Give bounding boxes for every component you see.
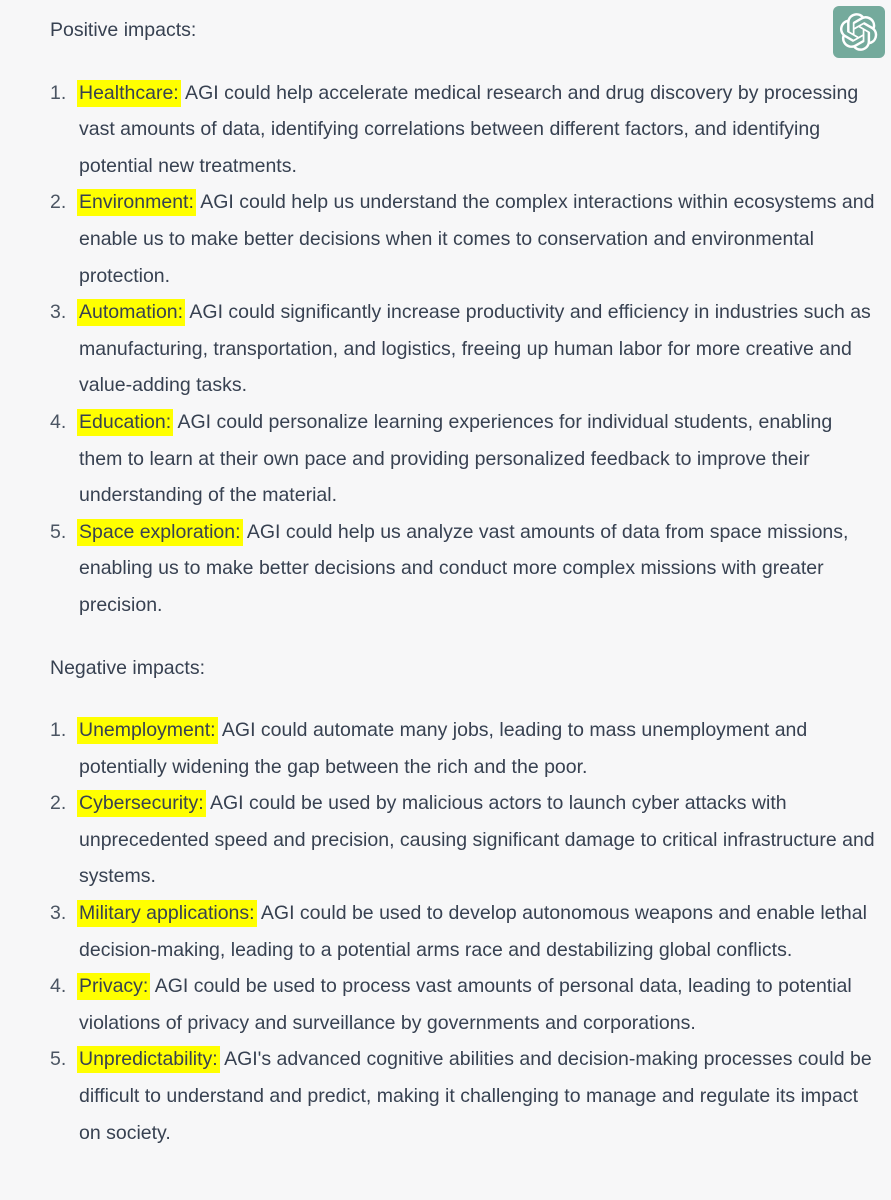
list-item	[50, 75, 880, 185]
highlighted-term: Privacy:	[77, 973, 150, 1000]
list-number: 4.	[50, 410, 67, 433]
highlighted-term: Unemployment:	[77, 717, 218, 744]
assistant-message	[50, 12, 880, 1151]
list-number: 3.	[50, 902, 67, 925]
positive-impacts-heading: Positive impacts:	[50, 19, 197, 41]
item-description: AGI could significantly increase productivity and efficiency in industries such as manufacturing, transportation, and logistics, freeing up human labor for more creative and value-adding tasks.	[79, 301, 871, 397]
list-number: 1.	[50, 719, 67, 742]
list-number: 5.	[50, 1048, 67, 1071]
list-number: 3.	[50, 301, 67, 324]
item-description: AGI could be used to develop autonomous weapons and enable lethal decision-making, leading to a potential arms race and destabilizing global conflicts.	[79, 902, 867, 961]
list-item	[50, 968, 880, 1041]
list-number: 1.	[50, 81, 67, 104]
highlighted-term: Space exploration:	[77, 519, 243, 546]
positive-impacts-list	[50, 75, 880, 624]
item-description: AGI's advanced cognitive abilities and decision-making processes could be difficult to understand and predict, making it challenging to manage and regulate its impact on society.	[79, 1048, 872, 1144]
negative-impacts-list	[50, 712, 880, 1151]
item-description: AGI could help accelerate medical research and drug discovery by processing vast amounts of data, identifying correlations between different factors, and identifying potential new treatments.	[79, 81, 859, 177]
highlighted-term: Healthcare:	[77, 80, 181, 107]
list-number: 2.	[50, 792, 67, 815]
list-item	[50, 712, 880, 785]
highlighted-term: Education:	[77, 409, 173, 436]
list-number: 2.	[50, 191, 67, 214]
list-item	[50, 514, 880, 624]
item-description: AGI could help us understand the complex interactions within ecosystems and enable us to make better decisions when it comes to conservation and environmental protection.	[79, 191, 875, 287]
list-item	[50, 404, 880, 514]
list-item	[50, 895, 880, 968]
highlighted-term: Environment:	[77, 189, 196, 216]
list-number: 5.	[50, 520, 67, 543]
highlighted-term: Automation:	[77, 299, 185, 326]
item-description: AGI could help us analyze vast amounts of data from space missions, enabling us to make better decisions and conduct more complex missions with greater precision.	[79, 520, 849, 616]
item-description: AGI could be used to process vast amounts of personal data, leading to potential violations of privacy and surveillance by governments and corporations.	[79, 975, 852, 1034]
highlighted-term: Military applications:	[77, 900, 257, 927]
list-item	[50, 184, 880, 294]
list-item	[50, 1041, 880, 1151]
item-description: AGI could personalize learning experiences for individual students, enabling them to learn at their own pace and providing personalized feedback to improve their understanding of the material.	[79, 410, 833, 507]
item-description: AGI could automate many jobs, leading to mass unemployment and potentially widening the gap between the rich and the poor.	[79, 719, 808, 778]
item-description: AGI could be used by malicious actors to launch cyber attacks with unprecedented speed and precision, causing significant damage to critical infrastructure and systems.	[79, 792, 875, 888]
negative-impacts-heading: Negative impacts:	[50, 656, 205, 679]
list-number: 4.	[50, 975, 67, 998]
list-item	[50, 785, 880, 895]
highlighted-term: Unpredictability:	[77, 1046, 220, 1073]
highlighted-term: Cybersecurity:	[77, 790, 206, 817]
list-item	[50, 294, 880, 404]
